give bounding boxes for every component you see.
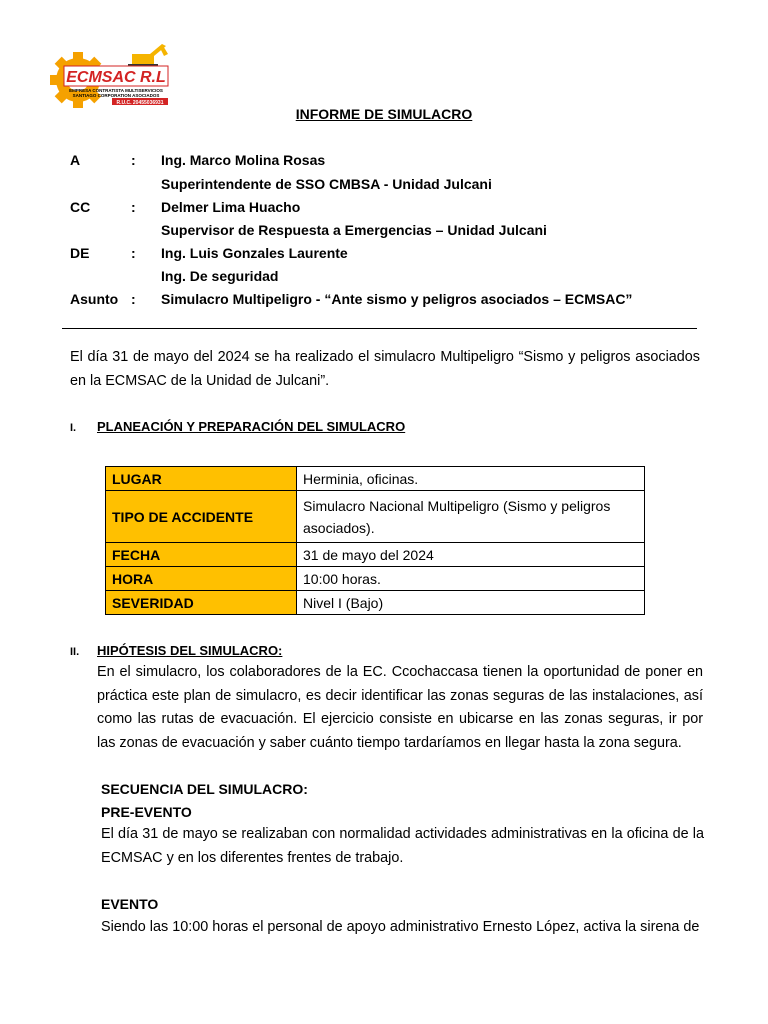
svg-text:EMPRESA CONTRATISTA MULTISERVI: EMPRESA CONTRATISTA MULTISERVICIOS: [69, 88, 163, 93]
table-key: HORA: [106, 567, 297, 591]
pre-event-paragraph: El día 31 de mayo se realizaban con normalidad actividades administrativas en la oficina de la ECMSAC y en los diferentes frentes de trabajo.: [101, 826, 704, 866]
section-number: II.: [70, 646, 80, 658]
company-logo: [50, 40, 175, 108]
sequence-title: SECUENCIA DEL SIMULACRO:: [101, 781, 308, 797]
event-title: EVENTO: [101, 896, 159, 912]
header-colon: :: [131, 291, 136, 307]
header-label-a: A: [70, 152, 81, 168]
header-label-asunto: Asunto: [70, 291, 119, 307]
header-divider: [62, 328, 697, 329]
section-title: HIPÓTESIS DEL SIMULACRO:: [97, 643, 283, 658]
excavator-icon: [128, 44, 168, 69]
intro-paragraph: El día 31 de mayo del 2024 se ha realizado el simulacro Multipeligro “Sismo y peligros asociados en la ECMSAC de la Unidad de Julcani”.: [70, 349, 700, 389]
header-value: Supervisor de Respuesta a Emergencias – Unidad Julcani: [161, 222, 547, 238]
table-key: LUGAR: [106, 467, 297, 491]
header-label-de: DE: [70, 245, 90, 261]
section-title: PLANEACIÓN Y PREPARACIÓN DEL SIMULACRO: [97, 419, 406, 434]
table-value: Herminia, oficinas.: [297, 467, 645, 491]
header-value: Simulacro Multipeligro - “Ante sismo y peligros asociados – ECMSAC”: [161, 291, 633, 307]
header-value: Ing. Luis Gonzales Laurente: [161, 245, 348, 261]
table-value: Nivel I (Bajo): [297, 591, 645, 615]
table-row: [106, 491, 645, 543]
document-title: INFORME DE SIMULACRO: [295, 106, 473, 122]
svg-text:R.U.C. 20455036931: R.U.C. 20455036931: [116, 100, 164, 106]
header-colon: :: [131, 245, 136, 261]
header-colon: :: [131, 152, 136, 168]
header-value: Ing. Marco Molina Rosas: [161, 152, 326, 168]
table-value: 10:00 horas.: [297, 567, 645, 591]
header-value: Superintendente de SSO CMBSA - Unidad Julcani: [161, 176, 492, 192]
header-value: Delmer Lima Huacho: [161, 199, 301, 215]
table-key: TIPO DE ACCIDENTE: [106, 491, 297, 543]
table-key: SEVERIDAD: [106, 591, 297, 615]
simulation-info-table: [105, 466, 645, 615]
header-value: Ing. De seguridad: [161, 268, 279, 284]
table-row: [106, 567, 645, 591]
event-paragraph: Siendo las 10:00 horas el personal de apoyo administrativo Ernesto López, activa la sirena de: [101, 919, 700, 935]
header-label-cc: CC: [70, 199, 91, 215]
svg-text:ECMSAC R.L: ECMSAC R.L: [66, 69, 166, 86]
table-key: FECHA: [106, 543, 297, 567]
section-number: I.: [70, 422, 77, 434]
table-row: [106, 543, 645, 567]
table-value: Simulacro Nacional Multipeligro (Sismo y peligros asociados).: [297, 491, 645, 543]
pre-event-title: PRE-EVENTO: [101, 804, 192, 820]
table-value: 31 de mayo del 2024: [297, 543, 645, 567]
svg-text:SANTIAGO CORPORATION ASOCIADOS: SANTIAGO CORPORATION ASOCIADOS: [72, 93, 160, 98]
table-row: [106, 591, 645, 615]
hypothesis-paragraph: En el simulacro, los colaboradores de la EC. Ccochaccasa tienen la oportunidad de poner en práctica este plan de simulacro, es decir identificar las zonas seguras de las instalaciones, así como las rutas de evacuación. El ejercicio consiste en ubicarse en las zonas seguras, ir por las zonas de evacuación y saber cuánto tiempo tardaríamos en llegar hasta la zona segura.: [97, 664, 703, 751]
header-colon: :: [131, 199, 136, 215]
table-row: [106, 467, 645, 491]
